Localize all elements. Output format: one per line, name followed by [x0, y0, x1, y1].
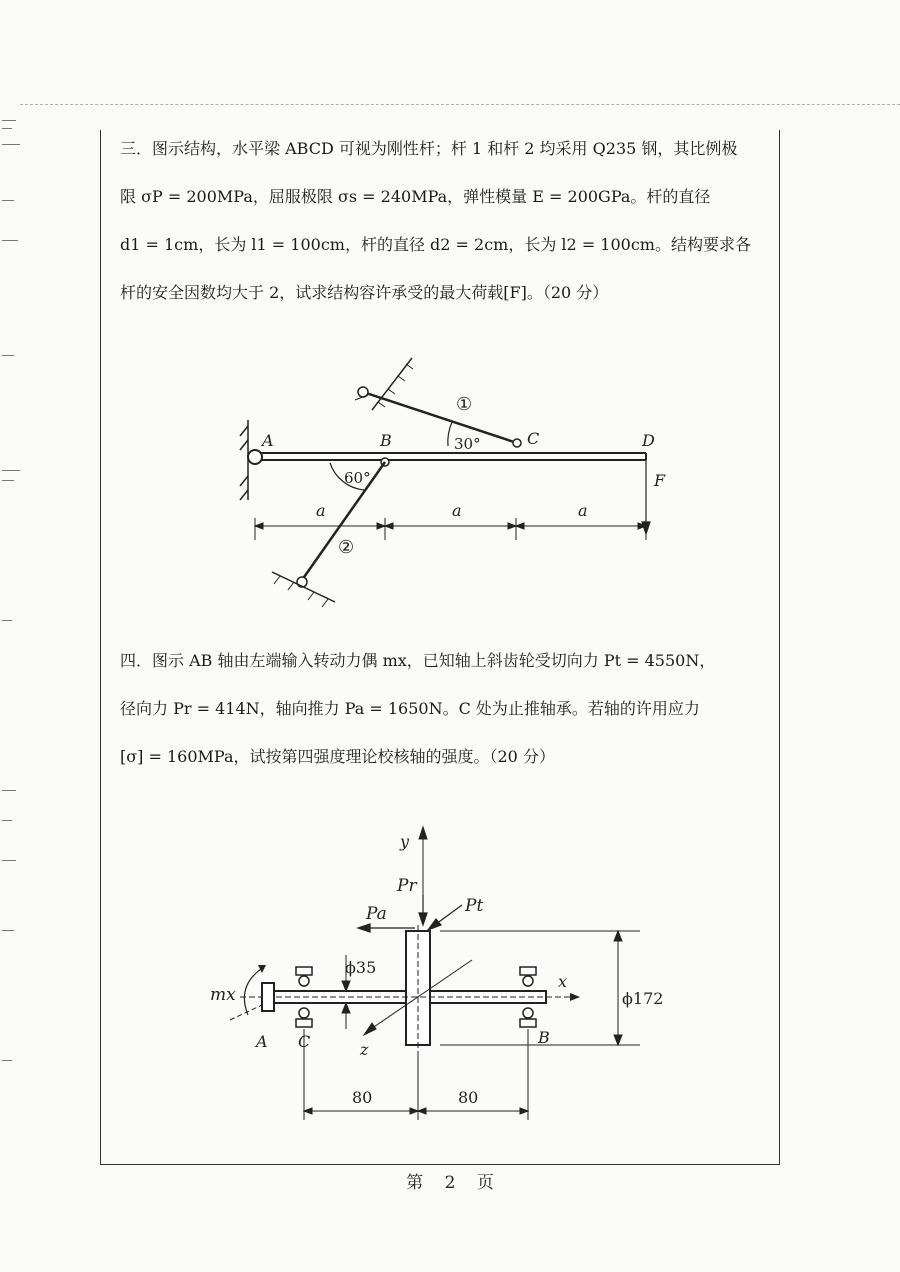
rigid-beam-abcd [255, 453, 646, 460]
q4-line-1: 四．图示 AB 轴由左端输入转动力偶 mx，已知轴上斜齿轮受切向力 Pt = 4550N， [120, 651, 716, 670]
label-d: D [642, 431, 655, 450]
dim-right-label: 80 [458, 1088, 479, 1107]
force-pa-label: Pa [366, 904, 387, 924]
axis-y-label: y [400, 832, 410, 851]
rod-1-label: ① [456, 394, 473, 415]
label-c: C [298, 1032, 311, 1051]
label-f: F [654, 471, 666, 490]
force-pr-arrow [419, 895, 427, 925]
footer-suffix: 页 [476, 1173, 494, 1193]
moment-mx-arrowhead [258, 965, 266, 973]
x-axis-arrowhead [570, 993, 580, 1001]
moment-mx-label: mx [210, 985, 236, 1005]
axis-z-label: z [360, 1040, 369, 1059]
dim-label-3: a [578, 501, 588, 520]
dim-left-label: 80 [352, 1088, 373, 1107]
coupling-a [262, 983, 274, 1011]
dim-label-2: a [452, 501, 462, 520]
label-a: A [256, 1032, 268, 1051]
question-4-text [120, 637, 796, 781]
page-footer [0, 1168, 900, 1193]
label-b: B [538, 1028, 550, 1047]
force-pr-label: Pr [397, 876, 417, 896]
wall-support-a [240, 420, 248, 500]
top-rule [20, 104, 900, 105]
footer-prefix: 第 [406, 1173, 424, 1193]
dimension-line [255, 518, 646, 540]
label-b: B [380, 431, 392, 450]
label-c: C [527, 429, 540, 448]
axis-x-label: x [558, 972, 568, 991]
rod-2-label: ② [338, 537, 355, 558]
shaft-dia-label: ϕ35 [345, 958, 377, 977]
pin-a [248, 450, 262, 464]
question-3-text [120, 125, 796, 317]
beam-diagram [230, 340, 680, 610]
q3-line-3: d1 = 1cm，长为 l1 = 100cm，杆的直径 d2 = 2cm，长为 l2 = 100cm。结构要求各 [120, 235, 751, 254]
q4-line-2: 径向力 Pr = 414N，轴向推力 Pa = 1650N。C 处为止推轴承。若轴的许用应力 [120, 699, 700, 718]
binding-margin-marks [0, 100, 22, 1100]
q3-line-4: 杆的安全因数均大于 2，试求结构容许承受的最大荷载[F]。（20 分） [120, 283, 609, 302]
shaft-diagram [200, 815, 700, 1125]
q3-line-1: 三．图示结构，水平梁 ABCD 可视为刚性杆；杆 1 和杆 2 均采用 Q235 钢，其比例极 [120, 139, 738, 158]
angle-label-60: 60° [344, 469, 371, 487]
page-number: 2 [444, 1173, 456, 1193]
figure-shaft-gear [200, 815, 700, 1125]
angle-label-30: 30° [454, 435, 481, 453]
force-pt-label: Pt [465, 896, 484, 916]
gear-dia-label: ϕ172 [622, 989, 664, 1008]
q3-line-2: 限 σP = 200MPa，屈服极限 σs = 240MPa，弹性模量 E = 200GPa。杆的直径 [120, 187, 711, 206]
angle-arc-30 [448, 422, 452, 446]
q4-line-3: [σ] = 160MPa，试按第四强度理论校核轴的强度。（20 分） [120, 747, 555, 766]
label-a: A [262, 431, 274, 450]
figure-beam-structure [230, 340, 680, 610]
dim-label-1: a [316, 501, 326, 520]
force-pt-arrow [428, 905, 462, 930]
